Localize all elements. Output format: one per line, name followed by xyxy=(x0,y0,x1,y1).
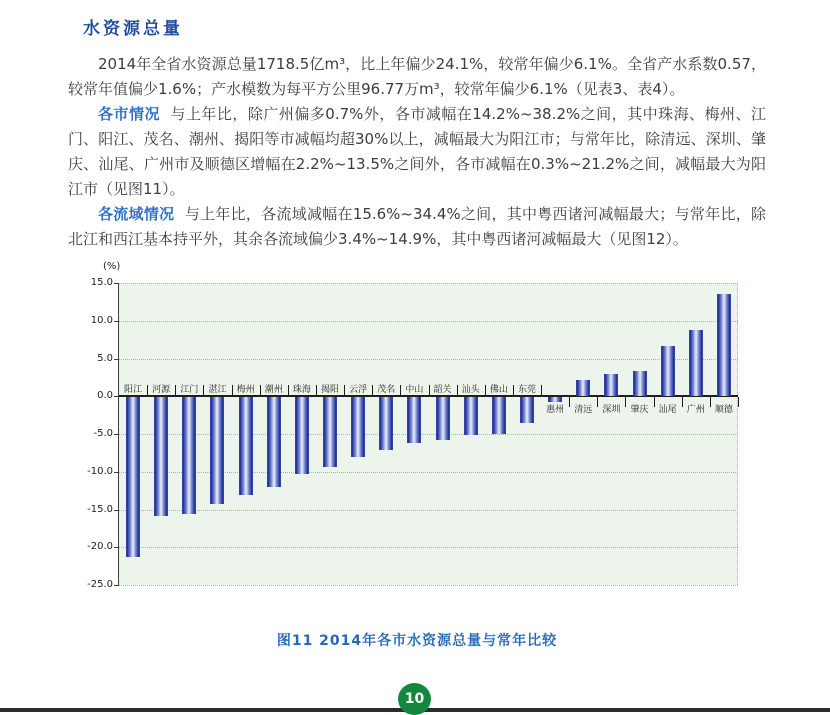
bar-茂名 xyxy=(379,397,393,450)
bar-云浮 xyxy=(351,397,365,457)
category-label: 江门 xyxy=(180,385,199,396)
category-tick xyxy=(625,397,626,407)
bar-韶关 xyxy=(436,397,450,440)
category-label: 惠州 xyxy=(546,405,565,416)
category-tick xyxy=(597,397,598,407)
y-axis-tick xyxy=(114,283,119,284)
gridline xyxy=(119,283,738,284)
y-axis-tick-label: 0.0 xyxy=(97,390,113,402)
y-axis-unit-label: (%) xyxy=(103,261,121,272)
bar-江门 xyxy=(182,397,196,513)
paragraph-cities-lead: 各市情况 xyxy=(98,105,160,123)
gridline xyxy=(119,547,738,548)
gridline xyxy=(119,359,738,360)
y-axis-tick-label: -20.0 xyxy=(87,541,113,553)
category-label: 深圳 xyxy=(602,405,621,416)
category-tick xyxy=(457,385,458,395)
category-label: 中山 xyxy=(405,385,424,396)
y-axis-tick-label: -15.0 xyxy=(87,503,113,515)
bar-东莞 xyxy=(520,397,534,423)
category-label: 顺德 xyxy=(714,405,733,416)
paragraph-basins-lead: 各流域情况 xyxy=(98,205,175,223)
category-label: 云浮 xyxy=(349,385,368,396)
category-label: 东莞 xyxy=(517,385,536,396)
category-tick xyxy=(400,385,401,395)
category-tick xyxy=(175,385,176,395)
category-tick xyxy=(288,385,289,395)
category-label: 佛山 xyxy=(489,385,508,396)
bar-顺德 xyxy=(717,294,731,396)
category-tick xyxy=(513,385,514,395)
bar-chart-plot-area xyxy=(87,261,738,590)
category-label: 广州 xyxy=(686,405,705,416)
category-tick xyxy=(344,385,345,395)
paragraph-cities xyxy=(68,102,766,202)
y-axis-tick xyxy=(114,359,119,360)
category-tick xyxy=(710,397,711,407)
category-label: 肇庆 xyxy=(630,405,649,416)
category-label: 阳江 xyxy=(124,385,143,396)
category-tick xyxy=(569,397,570,407)
bar-珠海 xyxy=(295,397,309,474)
paragraph-cities-text: 与上年比，除广州偏多0.7%外，各市减幅在14.2%~38.2%之间，其中珠海、梅州、江门、阳江、茂名、潮州、揭阳等市减幅均超30%以上，减幅最大为阳江市；与常年比，除清远、深圳、肇庆、汕尾、广州市及顺德区增幅在2.2%~13.5%之间外，各市减幅在0.3%~21.2%之间，减幅最大为阳江市（见图11）。 xyxy=(68,105,766,198)
bar-清远 xyxy=(576,380,590,397)
category-label: 潮州 xyxy=(264,385,283,396)
bar-河源 xyxy=(154,397,168,516)
bar-中山 xyxy=(407,397,421,442)
category-tick xyxy=(654,397,655,407)
bar-惠州 xyxy=(548,397,562,402)
category-label: 河源 xyxy=(152,385,171,396)
category-label: 汕头 xyxy=(461,385,480,396)
paragraph-overview-text: 2014年全省水资源总量1718.5亿m³，比上年偏少24.1%，较常年偏少6.1%。全省产水系数0.57，较常年值偏少1.6%；产水模数为每平方公里96.77万m³，较常年偏少6.1%（见表3、表4）。 xyxy=(68,55,766,98)
bar-汕尾 xyxy=(661,346,675,397)
category-tick xyxy=(429,385,430,395)
y-axis-tick-label: 10.0 xyxy=(90,314,113,326)
page-number-badge: 10 xyxy=(398,683,431,715)
bar-佛山 xyxy=(492,397,506,434)
bar-阳江 xyxy=(126,397,140,557)
category-label: 珠海 xyxy=(292,385,311,396)
y-axis-tick xyxy=(114,585,119,586)
chart-caption: 图11 2014年各市水资源总量与常年比较 xyxy=(276,633,558,649)
category-label: 湛江 xyxy=(208,385,227,396)
category-label: 韶关 xyxy=(433,385,452,396)
bar-肇庆 xyxy=(633,371,647,397)
category-tick xyxy=(485,385,486,395)
bar-梅州 xyxy=(239,397,253,495)
category-tick xyxy=(232,385,233,395)
paragraph-overview xyxy=(68,52,766,102)
category-tick xyxy=(682,397,683,407)
paragraph-basins xyxy=(68,202,766,252)
category-label: 茂名 xyxy=(377,385,396,396)
y-axis-tick xyxy=(114,547,119,548)
category-tick xyxy=(147,385,148,395)
category-label: 汕尾 xyxy=(658,405,677,416)
gridline xyxy=(119,585,738,586)
gridline xyxy=(119,321,738,322)
paragraph-basins-text: 与上年比，各流域减幅在15.6%~34.4%之间，其中粤西诸河减幅最大；与常年比，除北江和西江基本持平外，其余各流域偏少3.4%~14.9%，其中粤西诸河减幅最大（见图12）。 xyxy=(68,205,766,248)
bar-潮州 xyxy=(267,397,281,487)
category-label: 梅州 xyxy=(236,385,255,396)
category-label: 揭阳 xyxy=(321,385,340,396)
category-tick xyxy=(316,385,317,395)
category-tick xyxy=(372,385,373,395)
bar-深圳 xyxy=(604,374,618,397)
y-axis-tick-label: 5.0 xyxy=(97,352,113,364)
page-title: 水资源总量 xyxy=(83,19,183,39)
y-axis-tick-label: -25.0 xyxy=(87,579,113,590)
category-tick xyxy=(203,385,204,395)
y-axis-tick xyxy=(114,321,119,322)
y-axis-tick-label: -10.0 xyxy=(87,465,113,477)
y-axis-tick xyxy=(114,472,119,473)
bar-揭阳 xyxy=(323,397,337,467)
category-label: 清远 xyxy=(574,405,593,416)
y-axis-tick xyxy=(114,510,119,511)
category-tick xyxy=(738,397,739,407)
body-text xyxy=(68,52,766,252)
gridline xyxy=(119,510,738,511)
bar-湛江 xyxy=(210,397,224,504)
y-axis-tick-label: 15.0 xyxy=(90,277,113,288)
bar-广州 xyxy=(689,330,703,396)
y-axis-tick-label: -5.0 xyxy=(93,428,113,439)
y-axis-tick xyxy=(114,434,119,435)
category-tick xyxy=(541,385,542,395)
bar-汕头 xyxy=(464,397,478,435)
category-tick xyxy=(260,385,261,395)
